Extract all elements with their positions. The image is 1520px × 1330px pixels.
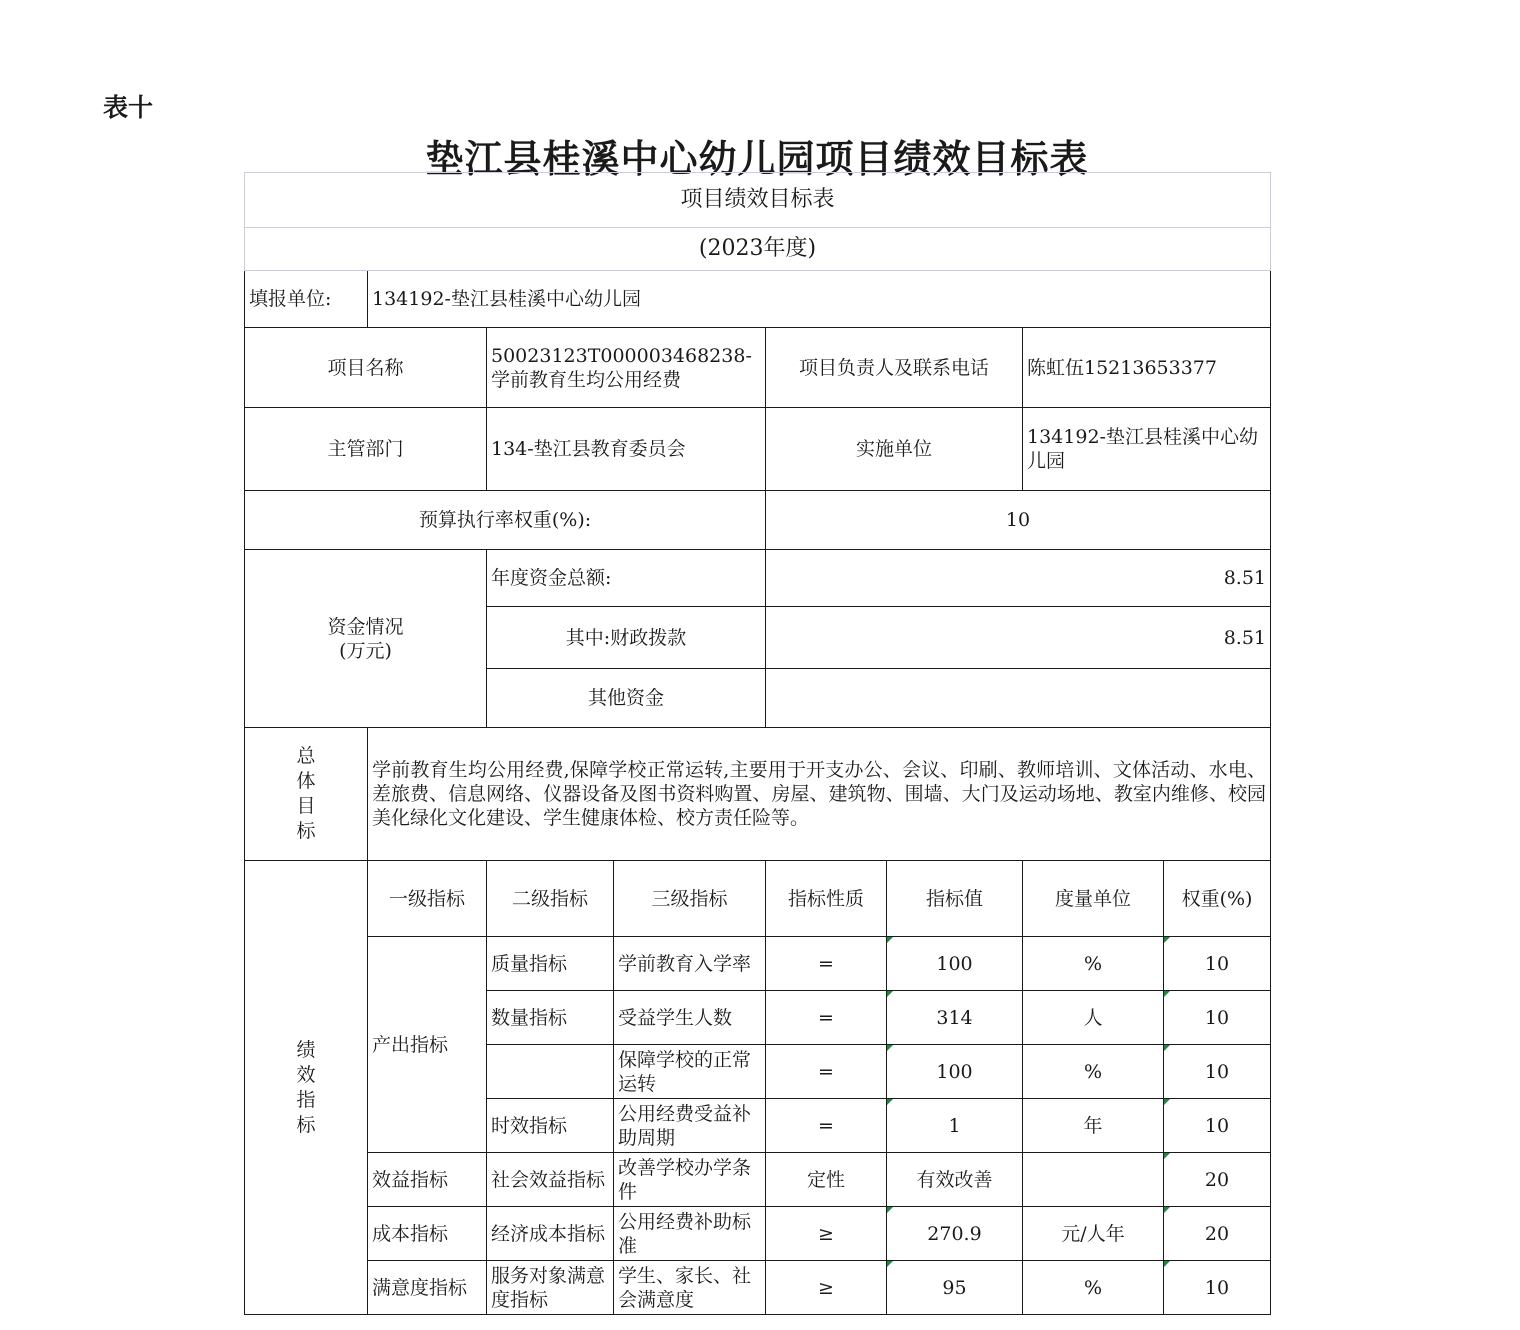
dept-label: 主管部门	[245, 408, 487, 491]
perf-label-char: 标	[296, 1113, 316, 1136]
budget-weight-label: 预算执行率权重(%):	[245, 491, 766, 550]
perf-label-char: 指	[296, 1088, 316, 1111]
unit-cell: %	[1023, 1261, 1164, 1315]
l2-cell: 经济成本指标	[487, 1207, 614, 1261]
header-weight: 权重(%)	[1164, 861, 1271, 937]
goal-label	[245, 728, 368, 861]
value-cell: 314	[887, 991, 1023, 1045]
unit-cell: 元/人年	[1023, 1207, 1164, 1261]
l1-cell: 效益指标	[368, 1153, 487, 1207]
header-unit: 度量单位	[1023, 861, 1164, 937]
unit-cell: %	[1023, 1045, 1164, 1099]
l3-cell: 学前教育入学率	[614, 937, 766, 991]
fiscal-value: 8.51	[766, 607, 1271, 669]
project-name-label: 项目名称	[245, 328, 487, 408]
weight-cell: 20	[1164, 1153, 1271, 1207]
header-nature: 指标性质	[766, 861, 887, 937]
l2-cell: 时效指标	[487, 1099, 614, 1153]
nature-cell: =	[766, 937, 887, 991]
impl-label: 实施单位	[766, 408, 1023, 491]
goal-text: 学前教育生均公用经费,保障学校正常运转,主要用于开支办公、会议、印刷、教师培训、文体活动、水电、差旅费、信息网络、仪器设备及图书资料购置、房屋、建筑物、围墙、大门及运动场地、教室内维修、校园美化绿化文化建设、学生健康体检、校方责任险等。	[368, 728, 1271, 861]
year-label: (2023年度)	[245, 228, 1271, 271]
table-row	[245, 1153, 1271, 1207]
fiscal-label: 其中:财政拨款	[487, 607, 766, 669]
nature-cell: =	[766, 1099, 887, 1153]
value-cell: 270.9	[887, 1207, 1023, 1261]
other-fund-value	[766, 669, 1271, 728]
l3-cell: 学生、家长、社会满意度	[614, 1261, 766, 1315]
value-cell: 100	[887, 1045, 1023, 1099]
l2-cell: 质量指标	[487, 937, 614, 991]
l2-cell: 服务对象满意度指标	[487, 1261, 614, 1315]
other-fund-label: 其他资金	[487, 669, 766, 728]
perf-label-char: 效	[296, 1063, 316, 1086]
perf-label-char: 绩	[296, 1038, 316, 1061]
budget-weight-value: 10	[766, 491, 1271, 550]
perf-label	[245, 861, 368, 1315]
goal-label-char: 总	[296, 745, 316, 767]
dept-value: 134-垫江县教育委员会	[487, 408, 766, 491]
nature-cell: ≥	[766, 1207, 887, 1261]
header-l3: 三级指标	[614, 861, 766, 937]
l1-cell: 产出指标	[368, 937, 487, 1153]
nature-cell: =	[766, 991, 887, 1045]
annual-total-value: 8.51	[766, 550, 1271, 607]
l3-cell: 公用经费受益补助周期	[614, 1099, 766, 1153]
header-l1: 一级指标	[368, 861, 487, 937]
goal-label-char: 体	[296, 770, 316, 792]
weight-cell: 10	[1164, 1261, 1271, 1315]
table-row	[245, 1207, 1271, 1261]
fund-unit-text: (万元)	[339, 639, 392, 662]
weight-cell: 10	[1164, 1045, 1271, 1099]
l2-cell: 数量指标	[487, 991, 614, 1045]
weight-cell: 20	[1164, 1207, 1271, 1261]
table-label: 表十	[103, 93, 154, 122]
nature-cell: 定性	[766, 1153, 887, 1207]
value-cell: 1	[887, 1099, 1023, 1153]
l3-cell: 受益学生人数	[614, 991, 766, 1045]
weight-cell: 10	[1164, 991, 1271, 1045]
header-l2: 二级指标	[487, 861, 614, 937]
value-cell: 100	[887, 937, 1023, 991]
unit-cell	[1023, 1153, 1164, 1207]
table-row	[245, 937, 1271, 991]
goal-label-char: 目	[296, 795, 316, 817]
impl-value: 134192-垫江县桂溪中心幼儿园	[1023, 408, 1271, 491]
fund-label	[245, 550, 487, 728]
page-title: 垫江县桂溪中心幼儿园项目绩效目标表	[425, 136, 1089, 181]
project-name-value: 50023123T000003468238-学前教育生均公用经费	[487, 328, 766, 408]
unit-cell: 人	[1023, 991, 1164, 1045]
sub-title: 项目绩效目标表	[245, 173, 1271, 228]
contact-label: 项目负责人及联系电话	[766, 328, 1023, 408]
fund-label-text: 资金情况	[327, 615, 404, 638]
l3-cell: 保障学校的正常运转	[614, 1045, 766, 1099]
l3-cell: 公用经费补助标准	[614, 1207, 766, 1261]
value-cell: 95	[887, 1261, 1023, 1315]
value-cell: 有效改善	[887, 1153, 1023, 1207]
goal-label-char: 标	[296, 820, 316, 842]
unit-value: 134192-垫江县桂溪中心幼儿园	[368, 271, 1271, 328]
weight-cell: 10	[1164, 937, 1271, 991]
l1-cell: 满意度指标	[368, 1261, 487, 1315]
performance-table	[244, 172, 1271, 1315]
l2-cell	[487, 1045, 614, 1099]
unit-label: 填报单位:	[245, 271, 368, 328]
table-row	[245, 1261, 1271, 1315]
l1-cell: 成本指标	[368, 1207, 487, 1261]
annual-total-label: 年度资金总额:	[487, 550, 766, 607]
unit-cell: 年	[1023, 1099, 1164, 1153]
l3-cell: 改善学校办学条件	[614, 1153, 766, 1207]
contact-value: 陈虹伍15213653377	[1023, 328, 1271, 408]
l2-cell: 社会效益指标	[487, 1153, 614, 1207]
weight-cell: 10	[1164, 1099, 1271, 1153]
unit-cell: %	[1023, 937, 1164, 991]
nature-cell: =	[766, 1045, 887, 1099]
header-value: 指标值	[887, 861, 1023, 937]
nature-cell: ≥	[766, 1261, 887, 1315]
